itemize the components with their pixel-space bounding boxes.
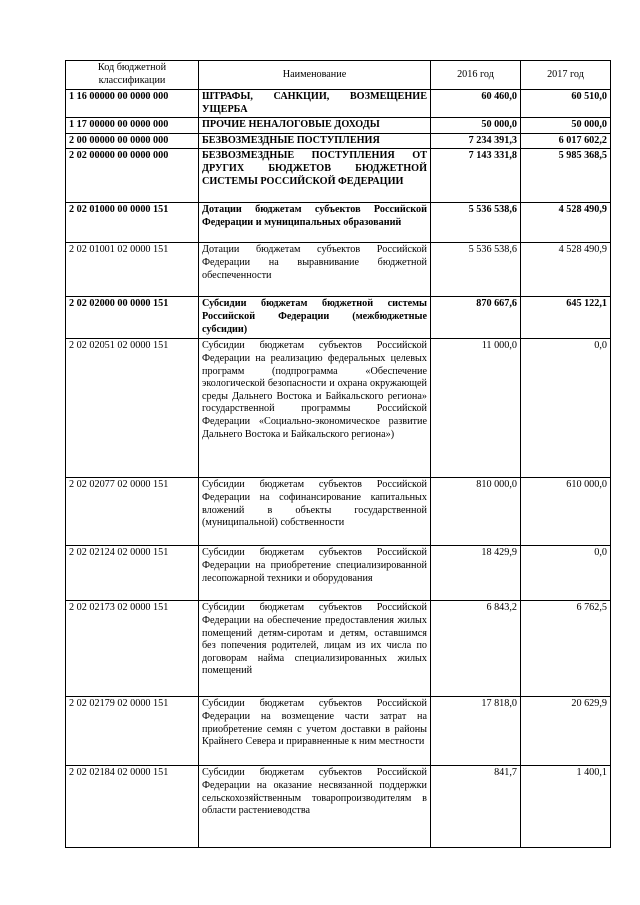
row-name: ПРОЧИЕ НЕНАЛОГОВЫЕ ДОХОДЫ: [199, 118, 431, 134]
row-code: 2 02 00000 00 0000 000: [66, 149, 199, 203]
row-value-2016: 5 536 538,6: [431, 203, 521, 243]
row-code: 2 02 02179 02 0000 151: [66, 697, 199, 766]
table-row: [66, 478, 611, 546]
row-name: Субсидии бюджетам субъектов Российской Федерации на приобретение специализированной лесопожарной техники и оборудования: [199, 546, 431, 601]
row-value-2017: 0,0: [521, 546, 611, 601]
row-code: 2 02 02077 02 0000 151: [66, 478, 199, 546]
table-row: [66, 601, 611, 697]
table-row: [66, 203, 611, 243]
header-2017: 2017 год: [521, 61, 611, 90]
row-code: 2 02 02051 02 0000 151: [66, 339, 199, 478]
row-value-2016: 60 460,0: [431, 90, 521, 118]
table-row: [66, 339, 611, 478]
row-code: 2 02 02184 02 0000 151: [66, 766, 199, 848]
row-value-2016: 5 536 538,6: [431, 243, 521, 297]
header-name: Наименование: [199, 61, 431, 90]
row-name: Дотации бюджетам субъектов Российской Федерации и муниципальных образований: [199, 203, 431, 243]
row-name: БЕЗВОЗМЕЗДНЫЕ ПОСТУПЛЕНИЯ ОТ ДРУГИХ БЮДЖЕТОВ БЮДЖЕТНОЙ СИСТЕМЫ РОССИЙСКОЙ ФЕДЕРАЦИИ: [199, 149, 431, 203]
table-row: [66, 243, 611, 297]
row-value-2016: 810 000,0: [431, 478, 521, 546]
table-header-row: [66, 61, 611, 90]
row-value-2017: 4 528 490,9: [521, 203, 611, 243]
row-value-2016: 7 234 391,3: [431, 133, 521, 149]
row-code: 1 17 00000 00 0000 000: [66, 118, 199, 134]
row-value-2017: 645 122,1: [521, 297, 611, 339]
row-name: Субсидии бюджетам субъектов Российской Федерации на обеспечение предоставления жилых помещений детям-сиротам и детям, оставшимся без попечения родителей, лицам из их числа по договорам найма специализированных жилых помещений: [199, 601, 431, 697]
row-name: Дотации бюджетам субъектов Российской Федерации на выравнивание бюджетной обеспеченности: [199, 243, 431, 297]
row-value-2016: 7 143 331,8: [431, 149, 521, 203]
row-value-2017: 60 510,0: [521, 90, 611, 118]
table-row: [66, 118, 611, 134]
row-code: 2 02 02000 00 0000 151: [66, 297, 199, 339]
row-value-2016: 870 667,6: [431, 297, 521, 339]
table-row: [66, 697, 611, 766]
row-value-2016: 50 000,0: [431, 118, 521, 134]
row-value-2017: 4 528 490,9: [521, 243, 611, 297]
table-row: [66, 546, 611, 601]
row-name: Субсидии бюджетам субъектов Российской Федерации на оказание несвязанной поддержки сельскохозяйственным товаропроизводителям в области растениеводства: [199, 766, 431, 848]
row-value-2017: 1 400,1: [521, 766, 611, 848]
row-value-2017: 5 985 368,5: [521, 149, 611, 203]
row-name: ШТРАФЫ, САНКЦИИ, ВОЗМЕЩЕНИЕ УЩЕРБА: [199, 90, 431, 118]
table-row: [66, 297, 611, 339]
row-value-2017: 6 017 602,2: [521, 133, 611, 149]
row-code: 2 00 00000 00 0000 000: [66, 133, 199, 149]
row-value-2017: 20 629,9: [521, 697, 611, 766]
row-code: 2 02 01000 00 0000 151: [66, 203, 199, 243]
row-name: Субсидии бюджетам бюджетной системы Российской Федерации (межбюджетные субсидии): [199, 297, 431, 339]
row-value-2017: 50 000,0: [521, 118, 611, 134]
row-code: 2 02 02124 02 0000 151: [66, 546, 199, 601]
header-2016: 2016 год: [431, 61, 521, 90]
table-row: [66, 149, 611, 203]
row-value-2016: 18 429,9: [431, 546, 521, 601]
row-name: БЕЗВОЗМЕЗДНЫЕ ПОСТУПЛЕНИЯ: [199, 133, 431, 149]
table-row: [66, 90, 611, 118]
row-value-2016: 17 818,0: [431, 697, 521, 766]
row-name: Субсидии бюджетам субъектов Российской Федерации на реализацию федеральных целевых программ (подпрограмма «Обеспечение экологической безопасности и охрана окружающей среды Дальнего Востока и Байкальского региона» государственной программы Российской Федерации «Социально-экономическое развитие Дальнего Востока и Байкальского региона»): [199, 339, 431, 478]
row-code: 1 16 00000 00 0000 000: [66, 90, 199, 118]
row-value-2017: 610 000,0: [521, 478, 611, 546]
row-code: 2 02 02173 02 0000 151: [66, 601, 199, 697]
table-body: [66, 90, 611, 848]
table-row: [66, 133, 611, 149]
row-value-2017: 6 762,5: [521, 601, 611, 697]
header-code: Код бюджетной классификации: [66, 61, 199, 90]
row-name: Субсидии бюджетам субъектов Российской Федерации на софинансирование капитальных вложений в объекты государственной (муниципальной) собственности: [199, 478, 431, 546]
budget-table: [65, 60, 611, 848]
row-name: Субсидии бюджетам субъектов Российской Федерации на возмещение части затрат на приобретение семян с учетом доставки в районы Крайнего Севера и приравненные к ним местности: [199, 697, 431, 766]
row-value-2016: 11 000,0: [431, 339, 521, 478]
row-value-2016: 841,7: [431, 766, 521, 848]
row-code: 2 02 01001 02 0000 151: [66, 243, 199, 297]
row-value-2016: 6 843,2: [431, 601, 521, 697]
row-value-2017: 0,0: [521, 339, 611, 478]
table-row: [66, 766, 611, 848]
